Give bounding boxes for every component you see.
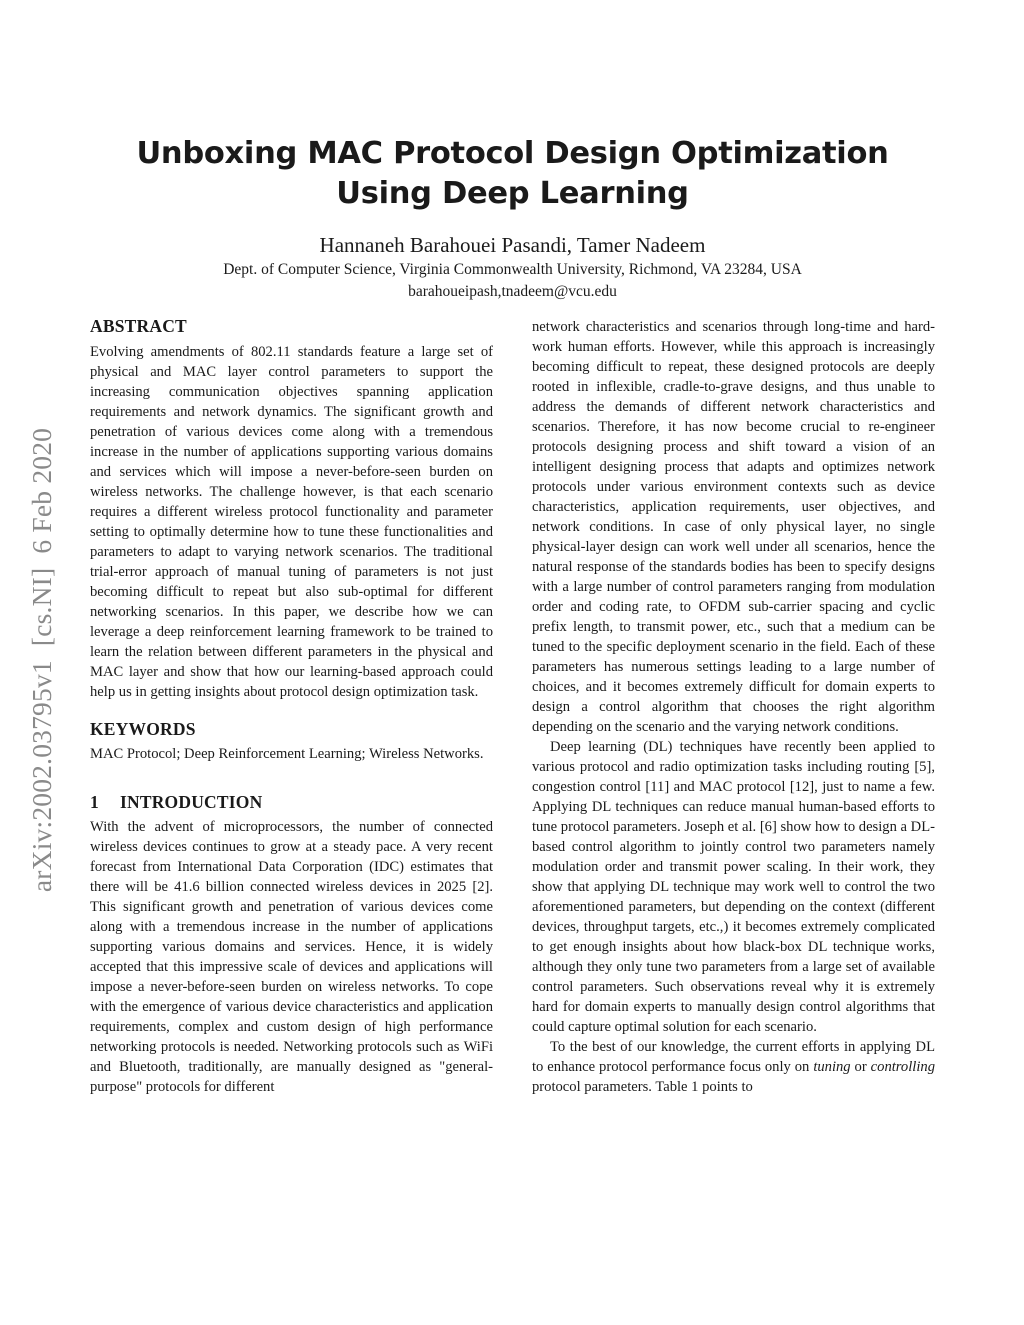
intro-paragraph-3 [532,1037,935,1097]
introduction-heading [90,790,493,814]
abstract-text: Evolving amendments of 802.11 standards feature a large set of physical and MAC layer control parameters to support the increasing communication objectives spanning application requirements and network dynamics. The significant growth and penetration of various devices come along with a tremendous increase in the number of applications supporting various domains and services which will impose a never-before-seen burden on wireless networks. The challenge however, is that each scenario requires a different wireless protocol functionality and parameter setting to optimally determine how to tune these functionalities and parameters to adapt to varying network scenarios. The traditional trial-error approach of manual tuning of parameters is not just becoming difficult to repeat but also sub-optimal for different networking scenarios. In this paper, we describe how we can leverage a deep reinforcement learning framework to be trained to learn the relation between different parameters in the physical and MAC layer and show that how our learning-based approach could help us in getting insights about protocol design optimization task. [90,344,493,700]
intro-paragraph-3-start: To the best of our knowledge, the current efforts in applying DL to enhance protocol performance focus only on [532,1039,935,1075]
intro-paragraph-3-or: or [850,1059,871,1075]
emphasis-controlling: controlling [870,1059,935,1075]
intro-paragraph-2: Deep learning (DL) techniques have recently been applied to various protocol and radio optimization tasks including routing [5], congestion control [11] and MAC protocol [12], just to name a few. Applying DL techniques can reduce manual human-based efforts to tune protocol parameters. Joseph et al. [6] show how to design a DL-based control algorithm to jointly control two parameters namely modulation order and transmit power scaling. In their work, they show that applying DL technique may work well to control the two aforementioned parameters, but depending on the context (different devices, throughput targets, etc.,) it becomes extremely complicated to get enough insights about how black-box DL technique works, although they only tune two parameters from a large set of available control parameters. Such observations reveal why it is extremely hard for domain experts to manually design control algorithms that could capture optimal solution for each scenario. [532,739,935,1035]
paper-authors: Hannaneh Barahouei Pasandi, Tamer Nadeem [319,233,706,257]
intro-paragraph-3-end: protocol parameters. Table 1 points to [532,1079,753,1095]
arxiv-date: 6 Feb 2020 [26,427,57,554]
arxiv-category: [cs.NI] [26,567,57,647]
keywords-text: MAC Protocol; Deep Reinforcement Learning; Wireless Networks. [90,746,484,762]
intro-paragraph-1-continued: network characteristics and scenarios through long-time and hard-work human efforts. However, while this approach is increasingly becoming difficult to repeat, these designed protocols are deeply rooted in inflexible, cradle-to-grave designs, and thus unable to address the demands of different network characteristics and scenarios. Therefore, it has now become crucial to re-engineer protocols designing process and shift toward a vision of an intelligent designing process that adapts and optimizes network protocols under various environment contexts such as device characteristics, application requirements, user objectives, and network conditions. In case of only physical layer, no single physical-layer design can work well under all scenarios, hence the natural response of the standards bodies has been to specify designs with a large number of control parameters ranging from modulation order and coding rate, to OFDM sub-carrier spacing and cyclic prefix length, to transmit power, etc., such that a medium can be tuned to the specific deployment scenario in the field. Each of these parameters has numerous settings leading to a large number of choices, and it becomes extremely difficult for domain experts to design a control algorithm that chooses the right algorithm depending on the scenario and the varying network conditions. [532,319,935,735]
keywords-heading: KEYWORDS [90,719,196,739]
abstract-heading: ABSTRACT [90,316,187,336]
paper-affiliation: Dept. of Computer Science, Virginia Commonwealth University, Richmond, VA 23284, USA [223,261,802,278]
paper-email: barahoueipash,tnadeem@vcu.edu [408,283,617,300]
arxiv-id: arXiv:2002.03795v1 [26,660,57,893]
paper-title: Unboxing MAC Protocol Design Optimization Using Deep Learning [136,136,889,211]
intro-paragraph-1: With the advent of microprocessors, the number of connected wireless devices continues to grow at a steady pace. A very recent forecast from International Data Corporation (IDC) estimates that there will be 41.6 billion connected wireless devices in 2025 [2]. This significant growth and penetration of various devices come along with a tremendous increase in the number of applications supporting various domains and services. Hence, it is widely accepted that this impressive scale of devices and applications will impose a never-before-seen burden on wireless networks. To cope with the emergence of various device characteristics and application requirements, complex and custom design of high performance networking protocols is needed. Networking protocols such as WiFi and Bluetooth, traditionally, are manually designed as "general-purpose" protocols for different [90,819,493,1095]
right-column [532,317,935,1097]
emphasis-tuning: tuning [813,1059,851,1075]
section-title: INTRODUCTION [120,792,263,812]
left-column [90,314,493,1097]
arxiv-identifier-stamp [26,428,58,892]
section-number: 1 [90,792,99,812]
